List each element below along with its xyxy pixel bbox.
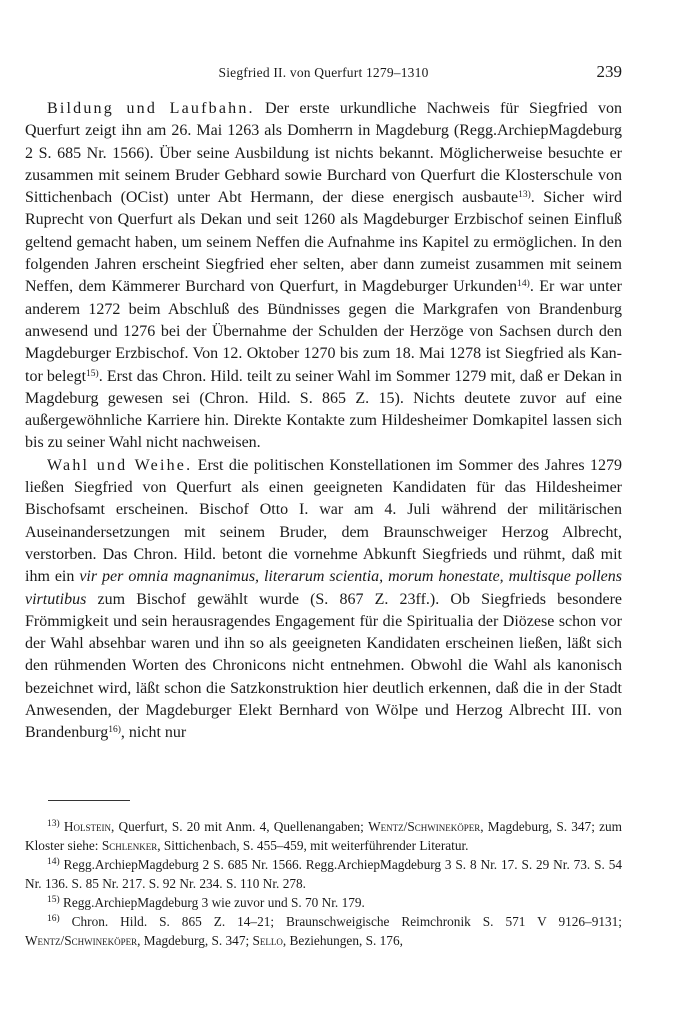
footnote-mark: 14) [47, 857, 60, 867]
footnote-text: , Querfurt, S. 20 mit Anm. 4, Quellenangaben; [111, 819, 369, 834]
footnote-mark: 16) [47, 914, 60, 924]
footnote-text: Regg.ArchiepMagdeburg 2 S. 685 Nr. 1566. Regg.ArchiepMagdeburg 3 S. 8 Nr. 17. S. 29 Nr. 73. S. 54 Nr. 136. S. 85 Nr. 217. S. 92 Nr. 234. S. 110 Nr. 278. [25, 857, 622, 891]
paragraph-bildung-und-laufbahn [25, 98, 622, 455]
paragraph-text: . Er war unter anderem 1272 beim Abschluß des Bündnisses gegen die Markgrafen von Brandenburg anwesend und 1276 bei der Übernahme der Schulden der Herzöge von Sachsen durch den Magdeburger Erzbischof. Von 12. Oktober 1270 bis zum 18. Mai 1278 ist Siegfried als Kantor belegt [25, 278, 622, 385]
footnote-mark: 13) [47, 819, 60, 829]
footnote-text: , Magdeburg, S. 347; zum Kloster siehe: [25, 819, 623, 853]
footnote-13 [25, 817, 622, 855]
footnote-text: , Beziehungen, S. 176, [282, 933, 403, 948]
footnote-text: , Sittichenbach, S. 455–459, mit weiterführender Literatur. [157, 838, 469, 853]
paragraph-text: Erst die politischen Konstellationen im Sommer des Jahres 1279 ließen Siegfried von Querfurt als einen geeigneten Kandidaten für das Hildesheimer Bischofsamt erscheinen. Bischof Otto I. war am 4. Juli während der militärischen Auseinandersetzungen mit seinem Bruder, dem Braunschweiger Herzog Albrecht, verstorben. Das Chron. Hild. betont die vornehme Abkunft Siegfrieds und rühmt, daß mit ihm ein [25, 456, 623, 586]
main-text [25, 98, 622, 745]
footnote-separator [48, 800, 130, 801]
page-header [25, 62, 622, 84]
latin-quote: vir per omnia magnanimus, literarum scientia, morum honestate, multisque pollens virtutibus [25, 568, 623, 608]
paragraph-wahl-und-weihe [25, 455, 622, 745]
footnote-text: Regg.ArchiepMagdeburg 3 wie zuvor und S. 70 Nr. 179. [59, 895, 365, 910]
footnote-14 [25, 855, 622, 893]
section-heading: Bildung und Laufbahn. [47, 100, 255, 117]
footnote-ref: 14) [517, 279, 530, 290]
footnote-15 [25, 893, 622, 912]
author-name: Holstein [63, 819, 111, 834]
section-heading: Wahl und Weihe. [47, 456, 193, 474]
paragraph-text: . Sicher wird Ruprecht von Querfurt als Dekan und seit 1260 als Magdeburger Erzbischof seinen Einfluß geltend gemacht haben, um seinem Neffen die Aufnahme ins Kapitel zu ermöglichen. In den folgenden Jahren erscheint Siegfried eher selten, aber dann zumeist zusammen mit seinem Neffen, dem Kämmerer Burchard von Querfurt, in Magdeburger Urkunden [25, 189, 623, 296]
footnote-ref: 16) [108, 725, 121, 736]
footnote-text: Chron. Hild. S. 865 Z. 14–21; Braunschweigische Reimchronik S. 571 V 9126–9131; [59, 914, 622, 929]
author-name: Sello [252, 933, 283, 948]
footnotes [25, 817, 622, 950]
paragraph-text: zum Bischof gewählt wurde (S. 867 Z. 23ff.). Ob Siegfrieds besondere Frömmigkeit und sein herausragendes Engagement für die Spiritualia der Diözese schon vor der Wahl absehbar waren und ihn so als geeigneten Kandidaten erscheinen ließen, läßt sich den rühmenden Worten des Chronicons nicht entnehmen. Obwohl die Wahl als kanonisch bezeichnet wird, läßt schon die Satzkonstruktion hier deutlich erkennen, daß die in der Stadt Anwesenden, der Magdeburger Elekt Bernhard von Wölpe und Herzog Albrecht III. von Brandenburg [25, 590, 622, 742]
paragraph-text: Der erste urkundliche Nachweis für Siegfried von Querfurt zeigt ihn am 26. Mai 1263 als Domherrn in Magdeburg (Regg.ArchiepMagdeburg 2 S. 685 Nr. 1566). Über seine Ausbildung ist nichts bekannt. Möglicherweise besuchte er zusammen mit seinem Bruder Gebhard sowie Burchard von Querfurt die Klosterschule von Sittichenbach (OCist) unter Abt Hermann, der diese energisch ausbaute [25, 100, 622, 207]
footnote-16 [25, 912, 622, 950]
footnote-ref: 13) [518, 190, 531, 201]
footnote-text: , Magdeburg, S. 347; [137, 933, 253, 948]
page-number: 239 [596, 62, 622, 81]
author-name: Wentz/Schwineköper [368, 819, 481, 834]
author-name: Schlenker [101, 838, 158, 853]
paragraph-text: , nicht nur [120, 724, 187, 742]
running-head: Siegfried II. von Querfurt 1279–1310 [218, 65, 429, 80]
paragraph-text: . Erst das Chron. Hild. teilt zu seiner Wahl im Sommer 1279 mit, daß er Dekan in Magdeburg gewesen sei (Chron. Hild. S. 865 Z. 15). Nichts deutete zuvor auf eine außergewöhnliche Karriere hin. Direkte Kontakte zum Hildesheimer Domkapitel lassen sich bis zu seiner Wahl nicht nachweisen. [25, 367, 622, 452]
footnote-ref: 15) [86, 368, 99, 379]
footnote-mark: 15) [47, 895, 60, 905]
author-name: Wentz/Schwineköper [25, 933, 138, 948]
